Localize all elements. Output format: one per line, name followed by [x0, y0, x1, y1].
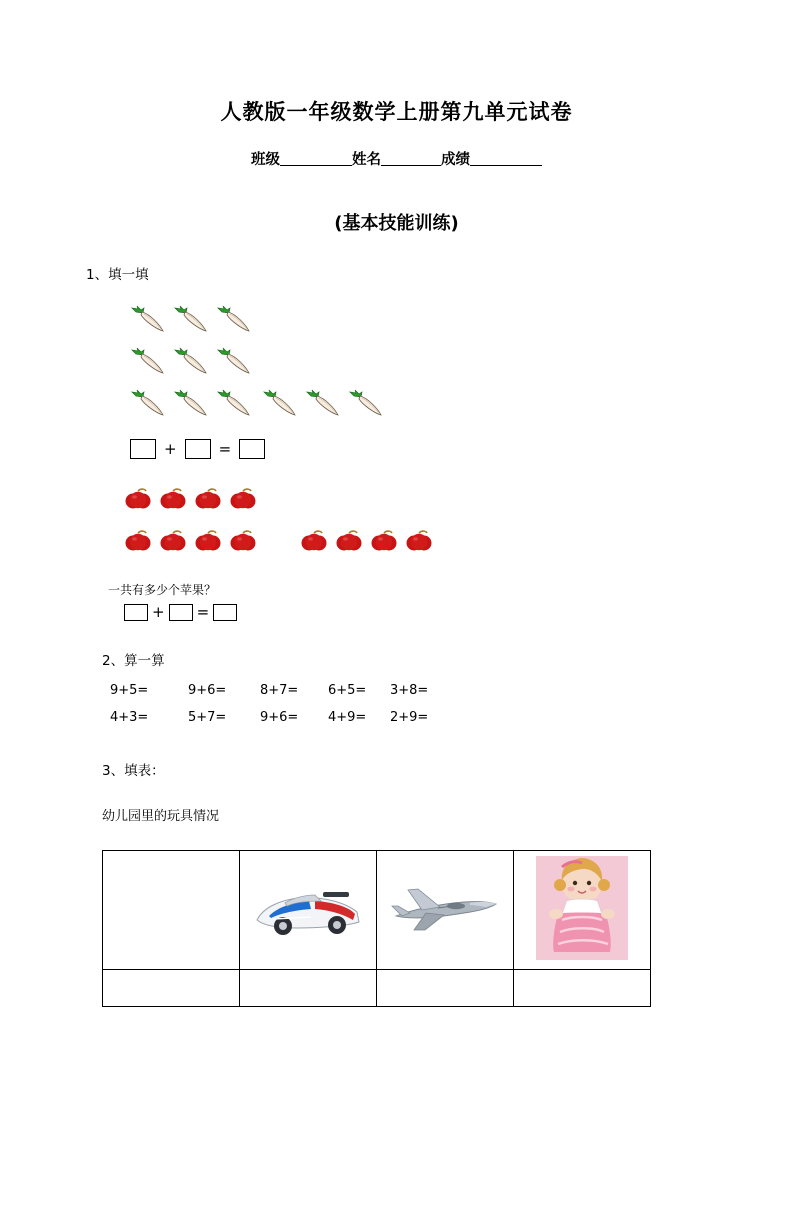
carrot-icon [262, 389, 298, 419]
apple-equation [124, 603, 721, 621]
carrot-icon [130, 305, 166, 335]
table-cell-answer[interactable] [514, 970, 651, 1007]
calc-row [110, 710, 721, 725]
apple-icon [370, 527, 398, 555]
table-cell-fighter-jet[interactable] [377, 851, 514, 970]
carrot-icon [130, 389, 166, 419]
section-title: (基本技能训练) [334, 213, 459, 234]
worksheet-page [0, 96, 793, 1218]
carrot-icon [173, 347, 209, 377]
apple-addend-1-box[interactable] [124, 604, 148, 621]
carrot-row-1 [130, 305, 252, 335]
question-1-label: 1、填一填 [86, 267, 149, 283]
calc-item[interactable]: 8+7= [260, 683, 299, 698]
carrot-icon [216, 347, 252, 377]
calc-item[interactable]: 4+3= [110, 710, 149, 725]
carrot-addend-2-box[interactable] [185, 439, 211, 459]
apple-icon [405, 527, 433, 555]
apple-icon [335, 527, 363, 555]
calc-item[interactable]: 3+8= [390, 683, 429, 698]
carrot-row-4 [262, 389, 384, 419]
apple-row-2 [124, 527, 257, 555]
table-cell-answer[interactable] [103, 970, 240, 1007]
carrot-row-3 [130, 389, 252, 419]
calc-item[interactable]: 2+9= [390, 710, 429, 725]
carrot-icon [216, 389, 252, 419]
apple-icon [229, 485, 257, 513]
rag-doll-toy-icon [532, 854, 632, 967]
carrot-equation [130, 439, 721, 459]
apple-icon [229, 527, 257, 555]
calc-item[interactable]: 9+6= [188, 683, 227, 698]
carrot-row-2 [130, 347, 252, 377]
apple-row-1 [124, 485, 257, 513]
table-cell-doll[interactable] [514, 851, 651, 970]
apple-icon [194, 485, 222, 513]
calc-item[interactable]: 4+9= [328, 710, 367, 725]
student-info-line [72, 148, 721, 169]
apple-illustration [72, 485, 721, 581]
toy-table [102, 850, 651, 1007]
score-blank[interactable] [470, 150, 542, 166]
apple-icon [124, 485, 152, 513]
calc-item[interactable]: 9+6= [260, 710, 299, 725]
table-row [103, 851, 651, 970]
page-title: 人教版一年级数学上册第九单元试卷 [220, 100, 573, 124]
carrot-icon [348, 389, 384, 419]
fighter-jet-toy-icon [386, 876, 504, 945]
apple-icon [300, 527, 328, 555]
calculation-exercises [110, 683, 721, 725]
carrot-illustration [72, 305, 721, 425]
equals-sign: = [196, 603, 210, 621]
equals-sign: = [218, 440, 232, 458]
carrot-sum-box[interactable] [239, 439, 265, 459]
carrot-icon [216, 305, 252, 335]
name-blank[interactable] [381, 150, 441, 166]
calc-item[interactable]: 5+7= [188, 710, 227, 725]
table-cell-race-car[interactable] [240, 851, 377, 970]
apple-sum-box[interactable] [213, 604, 237, 621]
apple-icon [194, 527, 222, 555]
class-blank[interactable] [280, 150, 352, 166]
race-car-toy-icon [249, 876, 367, 945]
carrot-icon [130, 347, 166, 377]
plus-sign: + [152, 603, 165, 621]
apple-row-3 [300, 527, 433, 555]
class-label: 班级 [251, 152, 280, 168]
question-2-label: 2、算一算 [102, 653, 165, 669]
carrot-addend-1-box[interactable] [130, 439, 156, 459]
apple-question-caption: 一共有多少个苹果？ [108, 583, 217, 597]
score-label: 成绩 [441, 152, 470, 168]
carrot-icon [305, 389, 341, 419]
apple-icon [159, 527, 187, 555]
toy-table-note: 幼儿园里的玩具情况 [102, 809, 220, 824]
apple-icon [159, 485, 187, 513]
plus-sign: + [164, 440, 177, 458]
apple-icon [124, 527, 152, 555]
calc-row [110, 683, 721, 698]
carrot-icon [173, 389, 209, 419]
calc-item[interactable]: 6+5= [328, 683, 367, 698]
apple-addend-2-box[interactable] [169, 604, 193, 621]
table-cell-empty[interactable] [103, 851, 240, 970]
table-cell-answer[interactable] [240, 970, 377, 1007]
carrot-icon [173, 305, 209, 335]
calc-item[interactable]: 9+5= [110, 683, 149, 698]
name-label: 姓名 [352, 152, 381, 168]
table-row [103, 970, 651, 1007]
table-cell-answer[interactable] [377, 970, 514, 1007]
question-3-label: 3、填表： [102, 763, 165, 779]
